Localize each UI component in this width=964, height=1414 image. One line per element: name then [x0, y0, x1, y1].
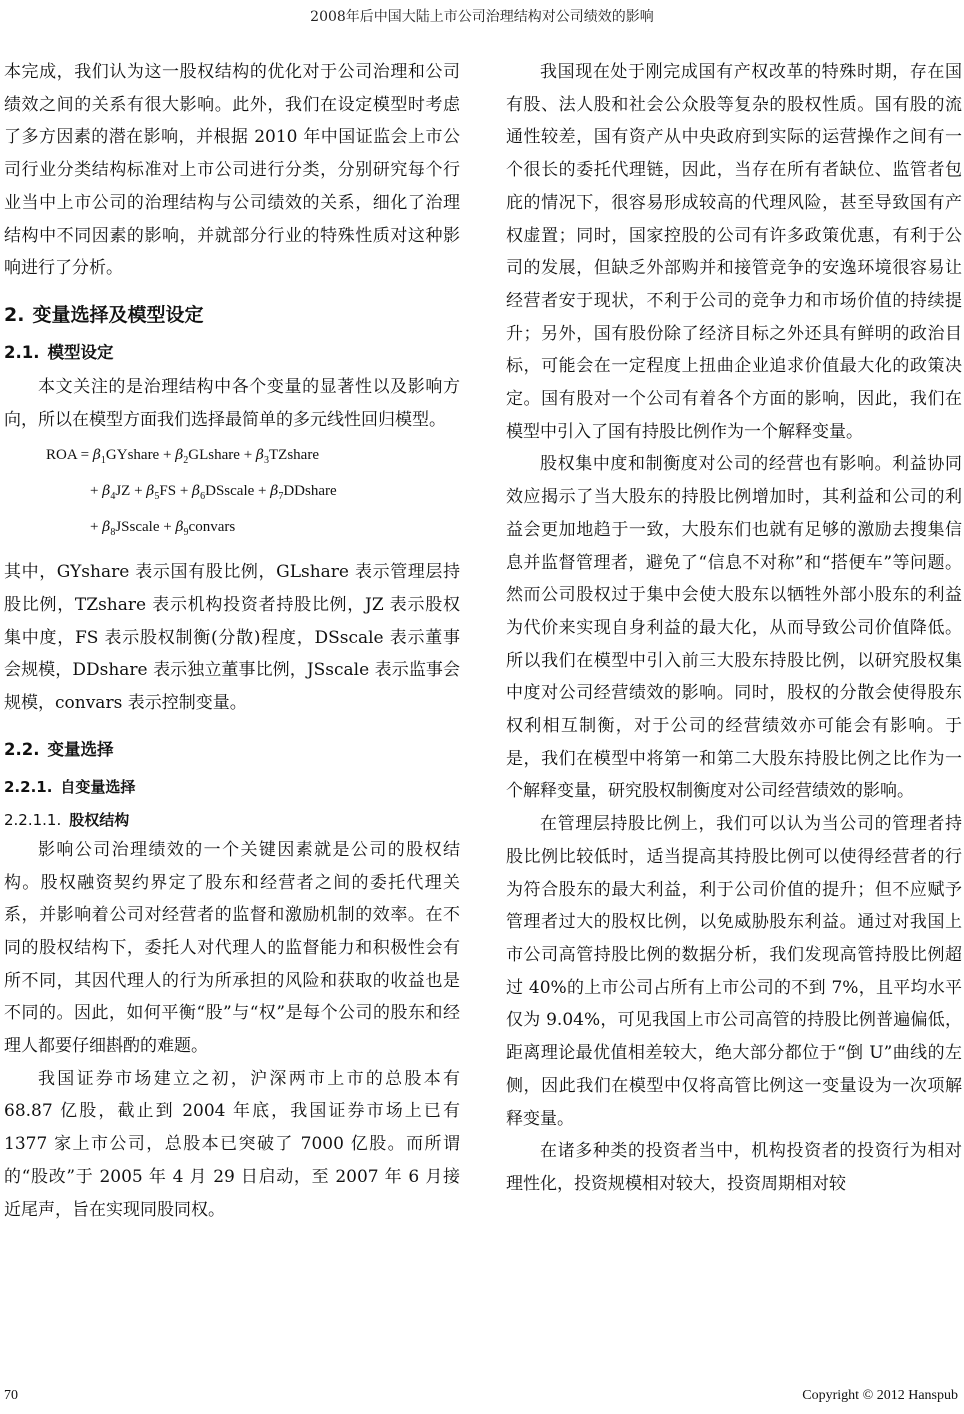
- section-number: 2.2.: [4, 739, 40, 759]
- section-number: 2.: [4, 303, 25, 326]
- section-number: 2.2.1.: [4, 777, 53, 796]
- paragraph-management: 在管理层持股比例上，我们可以认为当公司的管理者持股比例比较低时，适当提高其持股比例可以使得经营者的行为符合股东的最大利益，利于公司价值的提升；但不应赋予管理者过大的股权比例，以免威胁股东利益。通过对我国上市公司高管持股比例的数据分析，我们发现高管持股比例超过 40%的上市公司占所有上市公司的不到 7%，且平均水平仅为 9.04%，可见我国上市公司高管的持股比例普遍偏低，距离理论最优值相差较大，绝大部分都位于“倒 U”曲线的左侧，因此我们在模型中仅将高管比例这一变量设为一次项解释变量。: [506, 814, 962, 1129]
- section-heading-2-2-1: [4, 772, 460, 802]
- left-column: [4, 56, 460, 1226]
- copyright: Copyright © 2012 Hanspub: [802, 1388, 958, 1403]
- regression-equation: [4, 440, 460, 548]
- section-heading-2-1: [4, 337, 460, 369]
- paragraph-model: 本文关注的是治理结构中各个变量的显著性以及影响方向，所以在模型方面我们选择最简单的多元线性回归模型。: [4, 376, 460, 430]
- right-column: [506, 56, 962, 1201]
- section-heading-2-2: [4, 734, 460, 766]
- section-heading-2-2-1-1: [4, 806, 460, 834]
- paragraph-concentration: 股权集中度和制衡度对公司的经营也有影响。利益协同效应揭示了当大股东的持股比例增加时，其利益和公司的利益会更加地趋于一致，大股东们也就有足够的激励去搜集信息并监督管理者，避免了“信息不对称”和“搭便车”等问题。然而公司股权过于集中会使大股东以牺牲外部小股东的利益为代价来实现自身利益的最大化，从而导致公司价值降低。所以我们在模型中引入前三大股东持股比例，以研究股权集中度对公司经营绩效的影响。同时，股权的分散会使得股东权利相互制衡，对于公司的经营绩效亦可能会有影响。于是，我们在模型中将第一和第二大股东持股比例之比作为一个解释变量，研究股权制衡度对公司经营绩效的影响。: [506, 454, 962, 802]
- section-number: 2.1.: [4, 342, 40, 362]
- equation-line-2: + $\beta_4JZ + \beta_5FS$ + $\beta_6DSscale$ + $\beta_7DDshare$: [90, 483, 337, 503]
- paragraph-state-shares: 我国现在处于刚完成国有产权改革的特殊时期，存在国有股、法人股和社会公众股等复杂的股权性质。国有股的流通性较差，国有资产从中央政府到实际的运营操作之间有一个很长的委托代理链，因此，当存在所有者缺位、监管者包庇的情况下，很容易形成较高的代理风险，甚至导致国有产权虚置；同时，国家控股的公司有许多政策优惠，有利于公司的发展，但缺乏外部购并和接管竞争的安逸环境很容易让经营者安于现状，不利于公司的竞争力和市场价值的持续提升；另外，国有股份除了经济目标之外还具有鲜明的政治目标，可能会在一定程度上扭曲企业追求价值最大化的政策决定。国有股对一个公司有着各个方面的影响，因此，我们在模型中引入了国有持股比例作为一个解释变量。: [506, 62, 962, 442]
- section-title: 变量选择及模型设定: [32, 303, 204, 326]
- paragraph-ownership: 影响公司治理绩效的一个关键因素就是公司的股权结构。股权融资契约界定了股东和经营者之间的委托代理关系，并影响着公司对经营者的监督和激励机制的效率。在不同的股权结构下，委托人对代理人的监督能力和积极性会有所不同，其因代理人的行为所承担的风险和获取的收益也是不同的。因此，如何平衡“股”与“权”是每个公司的股东和经理人都要仔细斟酌的难题。: [4, 839, 460, 1057]
- section-title: 自变量选择: [60, 777, 136, 796]
- page-number: 70: [4, 1388, 18, 1403]
- running-title: 2008年后中国大陆上市公司治理结构对公司绩效的影响: [310, 9, 654, 25]
- paragraph-institutional: 在诸多种类的投资者当中，机构投资者的投资行为相对理性化，投资规模相对较大，投资周期相对较: [506, 1141, 962, 1194]
- section-heading-2: [4, 299, 460, 331]
- section-number: 2.2.1.1.: [4, 810, 62, 829]
- section-title: 模型设定: [47, 342, 114, 362]
- section-title: 变量选择: [47, 739, 114, 759]
- equation-lhs: ROA: [46, 447, 77, 464]
- equation-line-1: ROA = $\beta_1GYshare$ + $\beta_2GLshare$ + $\beta_3TZshare$: [46, 447, 319, 467]
- section-title: 股权结构: [69, 810, 130, 829]
- paragraph-variables: 其中，GYshare 表示国有股比例，GLshare 表示管理层持股比例，TZshare 表示机构投资者持股比例，JZ 表示股权集中度，FS 表示股权制衡(分散)程度，DSscale 表示董事会规模，DDshare 表示独立董事比例，JSscale 表示监事会规模，convars 表示控制变量。: [4, 562, 460, 714]
- paragraph-continued: 本完成，我们认为这一股权结构的优化对于公司治理和公司绩效之间的关系有很大影响。此外，我们在设定模型时考虑了多方因素的潜在影响，并根据 2010 年中国证监会上市公司行业分类结构标准对上市公司进行分类，分别研究每个行业当中上市公司的治理结构与公司绩效的关系，细化了治理结构中不同因素的影响，并就部分行业的特殊性质对这种影响进行了分析。: [4, 62, 460, 279]
- paragraph-market: 我国证券市场建立之初，沪深两市上市的总股本有 68.87 亿股，截止到 2004 年底，我国证券市场上已有 1377 家上市公司，总股本已突破了 7000 亿股。而所谓的“股改”于 2005 年 4 月 29 日启动，至 2007 年 6 月接近尾声，旨在实现同股同权。: [4, 1068, 460, 1220]
- equation-line-3: + $\beta_8JSscale$ + $\beta_9convars$: [90, 519, 236, 539]
